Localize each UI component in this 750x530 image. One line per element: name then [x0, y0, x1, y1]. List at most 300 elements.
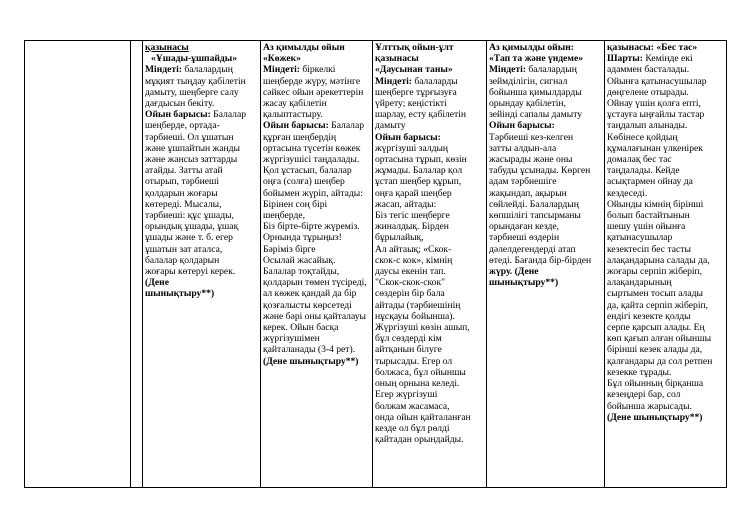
body-text: таңдалады. Кейде — [607, 165, 680, 177]
body-text: айтады (тәрбиешінің — [375, 299, 461, 311]
cell-text-line — [607, 76, 724, 87]
bold-text: Ойын барысы: — [145, 109, 211, 121]
cell-text-line — [145, 176, 258, 187]
cell-text-line — [263, 232, 370, 243]
cell-text-line — [145, 165, 258, 176]
cell-text-line — [145, 64, 258, 75]
cell-text-line — [145, 120, 258, 131]
cell-text-line — [375, 401, 484, 412]
cell-text-line — [263, 53, 370, 64]
body-text: алақандарына салады да, — [607, 254, 710, 266]
cell-text-line — [263, 322, 370, 333]
body-text: жүргізуші залдың — [375, 142, 449, 154]
body-text: үйрету; кеңістікті — [375, 98, 447, 110]
body-text: балалардың — [525, 64, 577, 76]
game-cell-5 — [605, 41, 727, 488]
cell-text-line — [145, 255, 258, 266]
cell-text-line — [375, 333, 484, 344]
body-text: және жансыз заттарды — [145, 154, 238, 166]
cell-text-line — [375, 199, 484, 210]
cell-text-line — [607, 311, 724, 322]
body-text: таңдалып алынады. — [607, 120, 688, 132]
cell-text-line — [607, 401, 724, 412]
bold-text: Шарты: — [607, 53, 643, 65]
body-text: кезектесіп бес тасты — [607, 243, 691, 255]
body-text: кездеседі. — [607, 187, 648, 199]
bold-text: қазынасы — [375, 53, 419, 65]
body-text: Бәріміз бірге — [263, 243, 316, 255]
table-row — [25, 41, 727, 488]
cell-text-line — [145, 98, 258, 109]
body-text: мұқият тыңдау қабілетін — [145, 75, 246, 87]
body-text: ұшады және т. б. егер — [145, 232, 233, 244]
cell-text-line — [489, 109, 602, 120]
bold-text: Ұлттық ойын-ұлт — [375, 42, 454, 53]
cell-text-line — [489, 266, 602, 277]
bold-text: Аз қимылды ойын — [263, 42, 345, 53]
body-text: зеймділігін, сигнал — [489, 75, 568, 87]
cell-text-line — [263, 311, 370, 322]
body-text: жұмады. Балалар қол — [375, 165, 463, 177]
cell-text-line — [145, 42, 258, 53]
cell-text-line — [607, 378, 724, 389]
bold-text: «Көжек» — [263, 53, 301, 65]
bold-text: Міндеті: — [263, 64, 300, 76]
body-text: дамыту — [375, 120, 406, 132]
cell-text-line — [263, 266, 370, 277]
body-text: скок-с кок», кімнің — [375, 254, 453, 266]
cell-text-line — [607, 333, 724, 344]
body-text: қолдарын төмен түсіреді, — [263, 277, 367, 289]
body-text: қалғандары да сол ретпен — [607, 355, 713, 367]
cell-text-line — [607, 221, 724, 232]
bold-text: шынықтыру**) — [489, 277, 559, 289]
body-text: сәйкес ойын әрекеттерін — [263, 86, 364, 98]
cell-text-line — [375, 300, 484, 311]
cell-text-line — [607, 255, 724, 266]
body-text: керек. Ойын басқа — [263, 322, 339, 334]
cell-text-line — [375, 154, 484, 165]
cell-text-line — [145, 143, 258, 154]
body-text: Кемінде екі — [642, 53, 693, 65]
body-text: жүргізушімен — [263, 333, 320, 345]
body-text: Ойнау үшін қолға епті, — [607, 98, 701, 110]
body-text: дағдысын бекіту. — [145, 98, 215, 110]
body-text: қайтадан орындайды. — [375, 434, 464, 446]
cell-text-line — [263, 64, 370, 75]
body-text: тәрбиеші. Ол ұшатын — [145, 131, 234, 143]
body-text: онда ойын қайталанған — [375, 411, 471, 423]
cell-text-line — [489, 277, 602, 288]
cell-text-line — [375, 221, 484, 232]
body-text: бойынша қимылдарды — [489, 86, 582, 98]
body-text: бұл сөздерді кім — [375, 333, 442, 345]
bold-text: Міндеті: — [145, 64, 182, 76]
cell-text-line — [489, 244, 602, 255]
body-text: серпе қарсып алады. Ең — [607, 322, 705, 334]
cell-text-line — [145, 210, 258, 221]
cell-text-line — [375, 389, 484, 400]
cell-text-line — [607, 367, 724, 378]
body-text: оның орнына келеді. — [375, 378, 460, 390]
cell-text-line — [263, 356, 370, 367]
body-text: айтқанын білуге — [375, 344, 442, 356]
cell-text-line — [263, 98, 370, 109]
cell-text-line — [607, 132, 724, 143]
body-text: оңға (солға) шеңбер — [263, 176, 345, 188]
bold-text: (Дене — [145, 277, 169, 289]
body-text: тәрбиеші: құс ұшады, — [145, 210, 234, 222]
bold-text: Аз қимылды ойын: — [489, 42, 574, 53]
body-text: Тәрбиеші кез-келген — [489, 131, 574, 143]
cell-text-line — [607, 266, 724, 277]
cell-text-line — [145, 132, 258, 143]
game-cell-1 — [143, 41, 261, 488]
body-text: адаммен басталады. — [607, 64, 690, 76]
cell-text-line — [375, 378, 484, 389]
body-text: тырысады. Егер ол — [375, 355, 453, 367]
body-text: көп қағып алған ойыншы — [607, 333, 712, 345]
cell-text-line — [375, 255, 484, 266]
cell-text-line — [375, 311, 484, 322]
body-text: оңға қарай шеңбер — [375, 187, 452, 199]
cell-text-line — [489, 232, 602, 243]
cell-text-line — [145, 154, 258, 165]
body-text: бойынша жарысады. — [607, 400, 692, 412]
cell-text-line — [375, 356, 484, 367]
cell-text-line — [263, 333, 370, 344]
body-text: кезде ол бұл рөлді — [375, 422, 450, 434]
body-text: сөйлейді. Балалардың — [489, 198, 579, 210]
cell-text-line — [375, 87, 484, 98]
body-text: дөңгелене отырады. — [607, 86, 689, 98]
cell-text-line — [263, 221, 370, 232]
cell-text-line — [145, 221, 258, 232]
cell-text-line — [145, 244, 258, 255]
cell-text-line — [375, 344, 484, 355]
cell-text-line — [145, 266, 258, 277]
bold-text: «Ұшады-ұшпайды» — [151, 53, 238, 65]
cell-text-line — [607, 389, 724, 400]
cell-text-line — [145, 87, 258, 98]
body-text: Орнында тұрыңыз! — [263, 232, 342, 244]
body-text: көпшілігі тапсырманы — [489, 210, 581, 222]
body-text: Егер жүргізуші — [375, 389, 438, 401]
bold-text: (Дене шынықтыру**) — [263, 355, 359, 367]
cell-text-line — [375, 412, 484, 423]
cell-text-line — [375, 132, 484, 143]
cell-text-line — [607, 322, 724, 333]
cell-text-line — [375, 288, 484, 299]
body-text: болып бастайтынын — [607, 210, 690, 222]
cell-text-line — [607, 176, 724, 187]
cell-text-line — [263, 300, 370, 311]
body-text: кезеңдері бар, сол — [607, 389, 681, 401]
body-text: жоғары серпіп жіберіп, — [607, 266, 703, 278]
body-text: шарлау, есту қабілетін — [375, 109, 467, 121]
cell-text-line — [263, 132, 370, 143]
body-text: құмалағынан үлкенірек — [607, 142, 703, 154]
cell-text-line — [607, 188, 724, 199]
body-text: ортасына тұрып, көзін — [375, 154, 467, 166]
body-text: атайды. Затты атай — [145, 165, 223, 177]
cell-text-line — [607, 53, 724, 64]
cell-text-line — [607, 154, 724, 165]
cell-text-line — [375, 53, 484, 64]
cell-text-line — [375, 98, 484, 109]
body-text: шеңберде, ортада- — [145, 120, 220, 132]
cell-text-line — [263, 120, 370, 131]
cell-text-line — [489, 188, 602, 199]
body-text: Көбінесе қойдың — [607, 131, 678, 143]
cell-text-line — [263, 210, 370, 221]
game-cell-4 — [487, 41, 605, 488]
body-text: Ойынға қатынасушылар — [607, 75, 707, 87]
body-text: балалардың — [181, 64, 233, 76]
cell-text-line — [489, 255, 602, 266]
cell-text-line — [263, 165, 370, 176]
cell-text-line — [607, 210, 724, 221]
body-text: сыртымен тосып алады — [607, 288, 703, 300]
body-text: орындаған кезде, — [489, 221, 559, 233]
cell-text-line — [263, 109, 370, 120]
body-text: бұрылайық, — [375, 232, 424, 244]
cell-text-line — [375, 266, 484, 277]
body-text: болжаса, бұл ойыншы — [375, 366, 466, 378]
cell-text-line — [375, 210, 484, 221]
body-text: тәрбиеші өздерін — [489, 232, 560, 244]
body-text: затты алдын-ала — [489, 142, 557, 154]
cell-text-line — [489, 210, 602, 221]
body-text: ал көжек қандай да бір — [263, 288, 357, 300]
body-text: Балалар тоқтайды, — [263, 266, 340, 278]
body-text: жақындап, ақырын — [489, 187, 567, 199]
cell-text-line — [375, 367, 484, 378]
cell-text-line — [263, 154, 370, 165]
body-text: отырып, тәрбиеші — [145, 176, 220, 188]
bold-text: Міндеті: — [375, 75, 412, 87]
cell-text-line — [607, 64, 724, 75]
cell-text-line — [607, 165, 724, 176]
cell-text-line — [607, 120, 724, 131]
body-text: Балалар — [328, 120, 365, 132]
body-text: өтеді. Бағанда бір-бірден — [489, 254, 592, 266]
cell-text-line — [607, 277, 724, 288]
bold-text: «Тап та және үндеме» — [489, 53, 584, 65]
game-cell-2 — [261, 41, 373, 488]
body-text: сөздерін бір бала — [375, 288, 445, 300]
cell-text-line — [375, 423, 484, 434]
body-text: "Скок-скок-скок" — [375, 277, 446, 289]
cell-text-line — [489, 221, 602, 232]
body-text: қайталанады (3-4 рет). — [263, 344, 356, 356]
body-text: Біз бірте-бірте жүреміз. — [263, 221, 360, 233]
body-text: шеңберге тұрғызуға — [375, 86, 457, 98]
cell-text-line — [607, 42, 724, 53]
cell-text-line — [607, 300, 724, 311]
cell-text-line — [375, 165, 484, 176]
cell-text-line — [375, 64, 484, 75]
game-cell-3 — [373, 41, 487, 488]
cell-text-line — [145, 232, 258, 243]
cell-text-line — [375, 322, 484, 333]
body-text: жасырады және оны — [489, 154, 573, 166]
body-text: балалар қолдарын — [145, 254, 220, 266]
cell-text-line — [375, 143, 484, 154]
cell-text-line — [375, 232, 484, 243]
cell-text-line — [489, 53, 602, 64]
body-text: қалыптастыру. — [263, 109, 323, 121]
cell-text-line — [607, 344, 724, 355]
bold-text: шынықтыру**) — [145, 288, 215, 300]
cell-text-line — [263, 344, 370, 355]
body-text: Ал айтаық; «Скок- — [375, 243, 452, 255]
cell-text-line — [607, 244, 724, 255]
cell-text-line — [607, 98, 724, 109]
cell-text-line — [375, 434, 484, 445]
bold-text: Ойын барысы: — [375, 131, 441, 143]
bold-text: жүру. (Дене — [489, 266, 539, 278]
cell-text-line — [607, 232, 724, 243]
body-text: адам тәрбиешіге — [489, 176, 557, 188]
body-text: да, қайта серпіп жіберіп, — [607, 299, 709, 311]
body-text: көтереді. Мысалы, — [145, 198, 222, 210]
body-text: кезекке тұрады. — [607, 366, 672, 378]
body-text: жасау қабілетін — [263, 98, 327, 110]
cell-text-line — [489, 132, 602, 143]
body-text: орындық ұшады, ұшақ — [145, 221, 239, 233]
bold-text: (Дене шынықтыру**) — [607, 411, 703, 423]
cell-text-line — [263, 188, 370, 199]
body-text: және ұшпайтын жанды — [145, 142, 240, 154]
body-text: құрған шеңбердің — [263, 131, 337, 143]
body-text: қозғалысты көрсетеді — [263, 299, 352, 311]
cell-text-line — [263, 244, 370, 255]
body-text: алақандарының — [607, 277, 672, 289]
cell-text-line — [489, 199, 602, 210]
cell-text-line — [489, 143, 602, 154]
cell-text-line — [145, 109, 258, 120]
cell-text-line — [145, 288, 258, 299]
body-text: ортасына түсетін көжек — [263, 142, 361, 154]
body-text: біркелкі — [299, 64, 336, 76]
body-text: зейінді сапалы дамыту — [489, 109, 583, 121]
cell-text-line — [489, 176, 602, 187]
cell-text-line — [489, 76, 602, 87]
body-text: дауcы екенін тап. — [375, 266, 446, 278]
cell-text-line — [263, 42, 370, 53]
bold-text: қазынасы — [145, 42, 189, 53]
cell-text-line — [607, 356, 724, 367]
cell-text-line — [375, 120, 484, 131]
body-text: домалақ бес тас — [607, 154, 672, 166]
body-text: шешу үшін ойынға — [607, 221, 686, 233]
cell-text-line — [607, 199, 724, 210]
body-text: қолдарын жоғары — [145, 187, 218, 199]
cell-text-line — [375, 109, 484, 120]
bold-text: Ойын барысы: — [263, 120, 329, 132]
body-text: ұстап шеңбер құрып, — [375, 176, 462, 188]
cell-text-line — [263, 255, 370, 266]
body-text: бойымен жүріп, айтады: — [263, 187, 363, 199]
body-text: жүргізушісі таңдалады. — [263, 154, 360, 166]
cell-text-line — [145, 76, 258, 87]
body-text: болжам жасамаса, — [375, 400, 450, 412]
cell-text-line — [375, 277, 484, 288]
bold-text: Ойын барысы: — [489, 120, 555, 132]
cell-text-line — [489, 165, 602, 176]
body-text: шеңберде, — [263, 210, 306, 222]
body-text: Біз тегіс шеңберге — [375, 210, 450, 222]
body-text: табуды ұсынады. Көрген — [489, 165, 591, 177]
cell-text-line — [263, 143, 370, 154]
cell-text-line — [489, 120, 602, 131]
cell-text-line — [375, 176, 484, 187]
body-text: асықтармен ойнау да — [607, 176, 693, 188]
cell-text-line — [607, 109, 724, 120]
cell-text-line — [263, 76, 370, 87]
cell-text-line — [263, 288, 370, 299]
bold-text: қазынасы: «Бес тас» — [607, 42, 698, 53]
body-text: Ойынды кімнің бірінші — [607, 198, 704, 210]
body-text: ендігі кезекте қолды — [607, 310, 691, 322]
cell-text-line — [607, 288, 724, 299]
body-text: бірінші кезек алады да, — [607, 344, 703, 356]
cell-text-line — [489, 154, 602, 165]
cell-text-line — [145, 199, 258, 210]
cell-text-line — [607, 412, 724, 423]
body-text: Жүргізуші көзін ашып, — [375, 322, 470, 334]
cell-text-line — [263, 277, 370, 288]
cell-text-line — [375, 42, 484, 53]
body-text: Қол ұстасып, балалар — [263, 165, 352, 177]
body-text: қатынасушылар — [607, 232, 673, 244]
body-text: Бірінен соң бірі — [263, 198, 328, 210]
cell-text-line — [489, 98, 602, 109]
activity-table — [24, 40, 727, 488]
empty-narrow-cell — [131, 41, 143, 488]
body-text: ұстауға ыңғайлы тастар — [607, 109, 705, 121]
cell-text-line — [607, 87, 724, 98]
cell-text-line — [489, 87, 602, 98]
cell-text-line — [607, 143, 724, 154]
body-text: жасап, айтады: — [375, 198, 437, 210]
body-text: Бұл ойынның бірқанша — [607, 378, 704, 390]
body-text: ұшатын зат аталса, — [145, 243, 223, 255]
body-text: балаларды — [411, 75, 458, 87]
cell-text-line — [375, 188, 484, 199]
body-text: жиналдық. Бірден — [375, 221, 449, 233]
cell-text-line — [489, 42, 602, 53]
cell-text-line — [263, 87, 370, 98]
body-text: және бәрі оны қайталауы — [263, 310, 366, 322]
bold-text: Міндеті: — [489, 64, 526, 76]
cell-text-line — [145, 188, 258, 199]
cell-text-line — [145, 53, 258, 64]
body-text: орындау қабілетін, — [489, 98, 566, 110]
cell-text-line — [375, 76, 484, 87]
body-text: шеңберде жүру, мәтінге — [263, 75, 361, 87]
body-text: дәлелдегендерді атап — [489, 243, 576, 255]
cell-text-line — [489, 64, 602, 75]
cell-text-line — [263, 199, 370, 210]
body-text: нұсқауы бойынша). — [375, 310, 455, 322]
empty-label-cell — [25, 41, 131, 488]
cell-text-line — [263, 176, 370, 187]
bold-text: «Даусынан таны» — [375, 64, 453, 76]
body-text: жоғары көтеруі керек. — [145, 266, 236, 278]
body-text: Балалар — [210, 109, 247, 121]
